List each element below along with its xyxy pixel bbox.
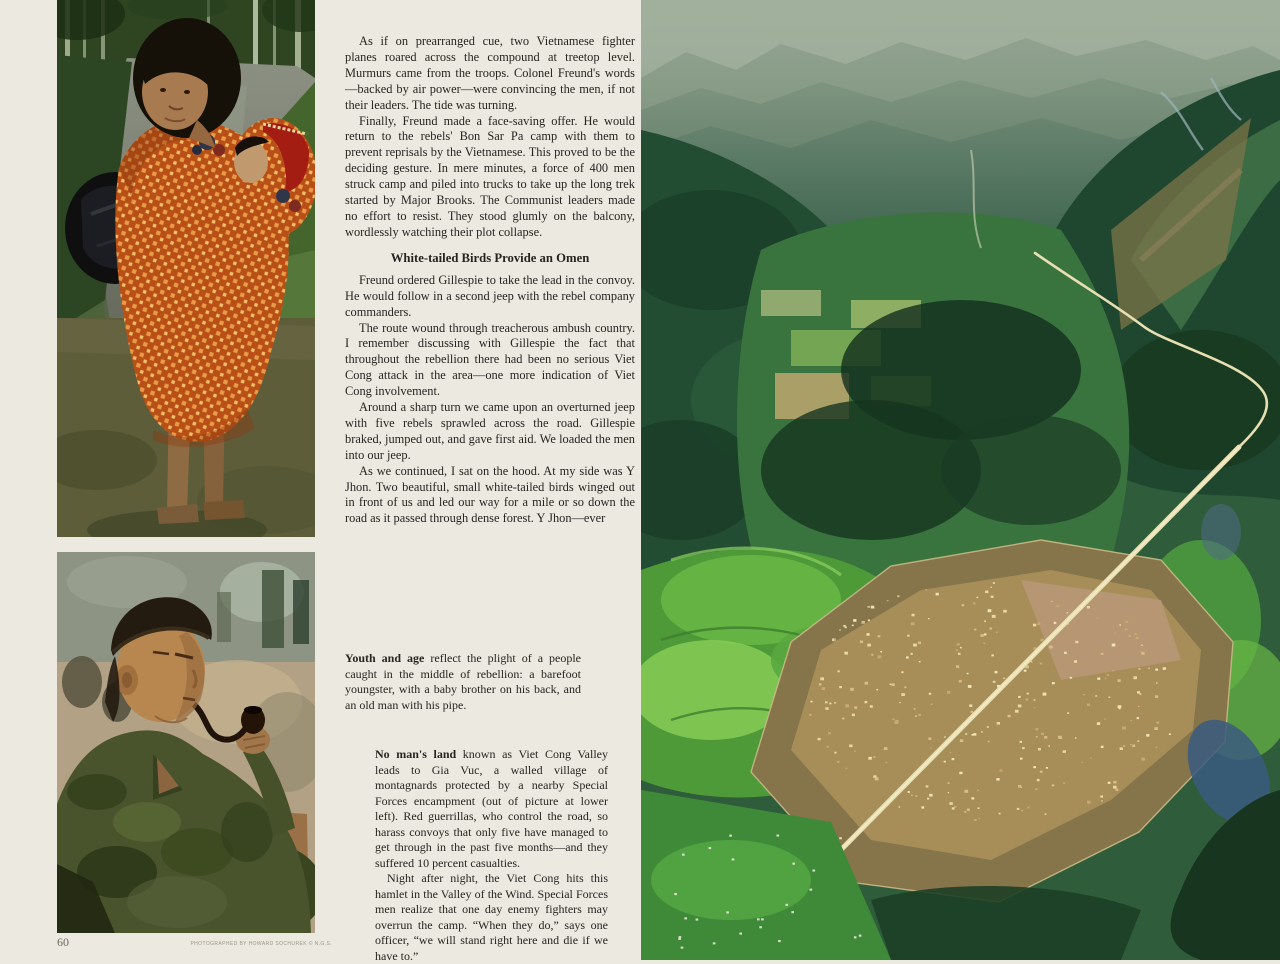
caption-text: Youth and age reflect the plight of a people caught in the middle of rebellion: a barefoot youngster, with a baby brother on his back, and an old man with his pipe. — [345, 651, 582, 712]
caption-lead: Youth and age — [345, 651, 425, 665]
article-column — [345, 34, 635, 527]
caption-text: No man's land known as Viet Cong Valley leads to Gia Vuc, a walled village of montagnards protected by a nearby Special Forces encampment (out of picture at lower left). Red guerrillas, who control the road, so harass convoys that only five have managed to get through in the past five months—and they suffered 10 percent casualties. — [375, 747, 609, 870]
article-paragraph: Finally, Freund made a face-saving offer. He would return to the rebels' Bon Sar Pa camp with them to prevent reprisals by the Vietnamese. This proved to be the deciding gesture. In mere minutes, a force of 400 men struck camp and piled into trucks to take up the long trek started by Major Brooks. The Communist leaders made no effort to resist. They stood glumly on the balcony, wordlessly watching their plot collapse. — [345, 113, 635, 239]
article-paragraph: As we continued, I sat on the hood. At my side was Y Jhon. Two beautiful, small white-tailed birds winged out in front of us and led our way for a mile or so down the road as it passed through dense forest. Y Jhon—ever — [345, 463, 635, 526]
caption-youth-and-age — [345, 651, 581, 713]
photo-valley-illustration — [641, 0, 1280, 960]
article-paragraph: Freund ordered Gillespie to take the lead in the convoy. He would follow in a second jeep with the rebel company commanders. — [345, 272, 635, 319]
caption-text: Night after night, the Viet Cong hits this hamlet in the Valley of the Wind. Special Forces men realize that one day enemy fighters may overrun the camp. “When they do,” says one officer, “we will stand right here and die if we have to.” — [375, 871, 608, 963]
article-paragraph: As if on prearranged cue, two Vietnamese fighter planes roared across the compound at treetop level. Murmurs came from the troops. Colonel Freund's words—backed by air power—were convincing the men, if not their leaders. The tide was turning. — [345, 34, 635, 112]
photo-credit: PHOTOGRAPHED BY HOWARD SOCHUREK © N.G.S. — [190, 941, 332, 947]
photo-man-illustration — [57, 552, 315, 933]
page-number: 60 — [57, 935, 69, 949]
photo-boy-illustration — [57, 0, 315, 537]
article-paragraph: Around a sharp turn we came upon an overturned jeep with five rebels sprawled across the road. Gillespie braked, jumped out, and gave first aid. We loaded the men into our jeep. — [345, 400, 635, 462]
article-paragraph: The route wound through treacherous ambush country. I remember discussing with Gillespie the fact that throughout the rebellion there had been no serious Viet Cong attack in the area—one more indication of Viet Cong involvement. — [345, 320, 635, 399]
photo-aerial-valley — [641, 0, 1280, 960]
caption-lead: No man's land — [375, 747, 457, 761]
article-subheading: White-tailed Birds Provide an Omen — [390, 250, 590, 265]
photo-boy-with-baby — [57, 0, 315, 537]
photo-man-with-pipe — [57, 552, 315, 933]
caption-no-mans-land — [375, 747, 608, 964]
